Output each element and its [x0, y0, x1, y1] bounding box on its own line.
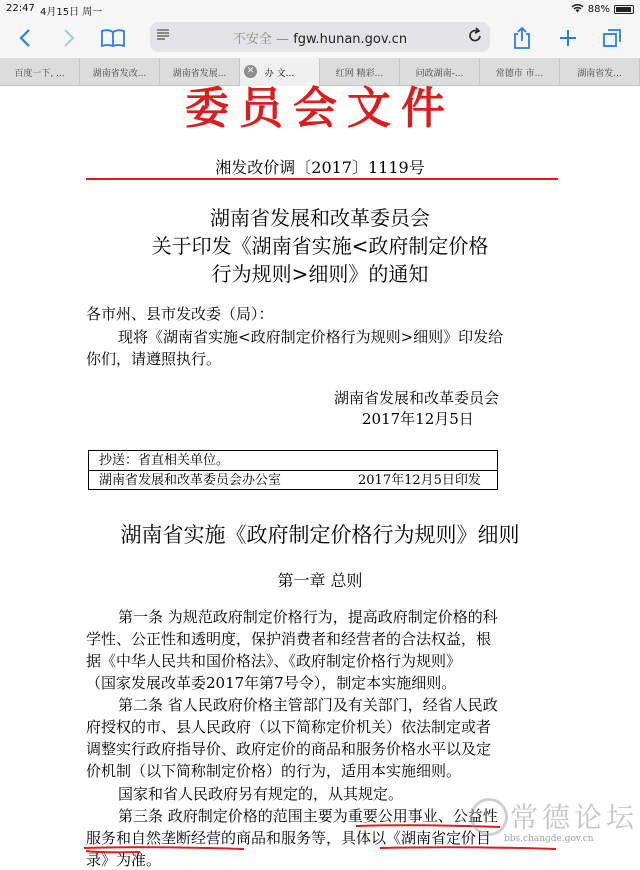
cc-row — [89, 451, 497, 470]
share-button[interactable] — [508, 24, 536, 52]
document-page — [0, 83, 640, 869]
document-number: 湘发改价调〔2017〕1119号 — [215, 158, 425, 177]
cc-table — [88, 450, 498, 490]
notice-text: 你们，请遵照执行。 — [86, 350, 222, 368]
body-line: 调整实行政府指导价、政府定价的商品和服务价格水平以及定 — [86, 740, 492, 758]
battery-percent: 88% — [587, 4, 610, 15]
body-line: 第二条 省人民政府价格主管部门及有关部门，经省人民政 — [118, 696, 498, 714]
body-line: 第三条 政府制定价格的范围主要为重要公用事业、公益性 — [118, 807, 498, 825]
reload-icon[interactable] — [468, 27, 482, 47]
body-line: 府授权的市、县人民政府（以下简称定价机关）依法制定或者 — [86, 718, 492, 736]
new-tab-button[interactable] — [554, 24, 582, 52]
close-tab-icon[interactable]: ✕ — [244, 65, 257, 78]
body-line: 价机制（以下简称制定价格）的行为，适用本实施细则。 — [86, 762, 462, 780]
notice-title-line: 湖南省发展和改革委员会 — [210, 206, 430, 230]
address-bar[interactable] — [150, 22, 490, 52]
url-domain: fgw.hunan.gov.cn — [293, 32, 408, 47]
notice-text: 现将《湖南省实施<政府制定价格行为规则>细则》印发给 — [118, 328, 504, 346]
red-divider — [86, 178, 558, 180]
issue-date: 2017年12月5日印发 — [358, 473, 481, 488]
tab-item[interactable] — [560, 58, 640, 86]
watermark-logo — [470, 798, 508, 836]
tab-label: 办 文... — [264, 68, 295, 79]
tab-label: 常德市 市... — [495, 68, 544, 79]
tab-label: 湖南省发改... — [92, 68, 147, 79]
tab-item[interactable] — [80, 58, 160, 86]
cc-text: 抄送：省直相关单位。 — [99, 453, 230, 468]
notice-title-line: 行为规则>细则》的通知 — [211, 262, 429, 286]
watermark-url: bbs.changde.gov.cn — [504, 834, 594, 844]
body-line: 学性、公正性和透明度，保护消费者和经营者的合法权益，根 — [86, 630, 492, 648]
tab-item[interactable] — [0, 58, 80, 86]
status-date: 4月15日 周一 — [40, 7, 103, 18]
body-line: 据《中华人民共和国价格法》、《政府制定价格行为规则》 — [86, 652, 462, 670]
back-button[interactable] — [12, 24, 38, 52]
insecure-label: 不安全 — — [232, 32, 290, 47]
body-line: 国家和省人民政府另有规定的，从其规定。 — [118, 785, 404, 803]
tab-label: 问政湖南-... — [415, 68, 464, 79]
body-line: 录》为准。 — [86, 851, 162, 869]
browser-toolbar — [0, 18, 640, 58]
notice-title-line: 关于印发《湖南省实施<政府制定价格 — [151, 234, 489, 258]
chapter-heading: 第一章 总则 — [277, 571, 363, 590]
status-bar — [0, 0, 640, 18]
status-time: 22:47 — [6, 3, 35, 14]
url-text[interactable] — [150, 28, 490, 47]
forum-watermark — [470, 794, 640, 854]
body-line: 第一条 为规范政府制定价格行为，提高政府制定价格的科 — [118, 608, 498, 626]
tab-label: 红网 精彩... — [335, 68, 384, 79]
tab-label: 百度一下, ... — [14, 68, 65, 79]
watermark-text: 常德论坛 — [510, 801, 639, 834]
battery-icon — [614, 5, 634, 14]
signature-org: 湖南省发展和改革委员会 — [334, 389, 500, 407]
forward-button[interactable] — [56, 24, 82, 52]
issuer-name: 湖南省发展和改革委员会办公室 — [99, 473, 282, 488]
tab-label: 湖南省发... — [577, 68, 622, 79]
body-line: 服务和自然垄断经营的商品和服务等，具体以《湖南省定价目 — [86, 829, 492, 847]
issuer-row — [89, 470, 497, 489]
status-right — [571, 3, 634, 16]
salutation: 各市州、县市发改委（局）： — [86, 305, 274, 323]
rule-title: 湖南省实施《政府制定价格行为规则》细则 — [120, 523, 520, 547]
wifi-icon — [571, 3, 584, 16]
tab-label: 湖南省发展... — [172, 68, 227, 79]
bookmarks-button[interactable] — [98, 24, 128, 52]
body-line: （国家发展改革委2017年第7号令），制定本实施细则。 — [86, 674, 457, 692]
tab-item[interactable] — [480, 58, 560, 86]
signature-date: 2017年12月5日 — [362, 410, 474, 428]
tabs-overview-button[interactable] — [598, 24, 626, 52]
document-banner: 委员会文件 — [185, 83, 455, 134]
